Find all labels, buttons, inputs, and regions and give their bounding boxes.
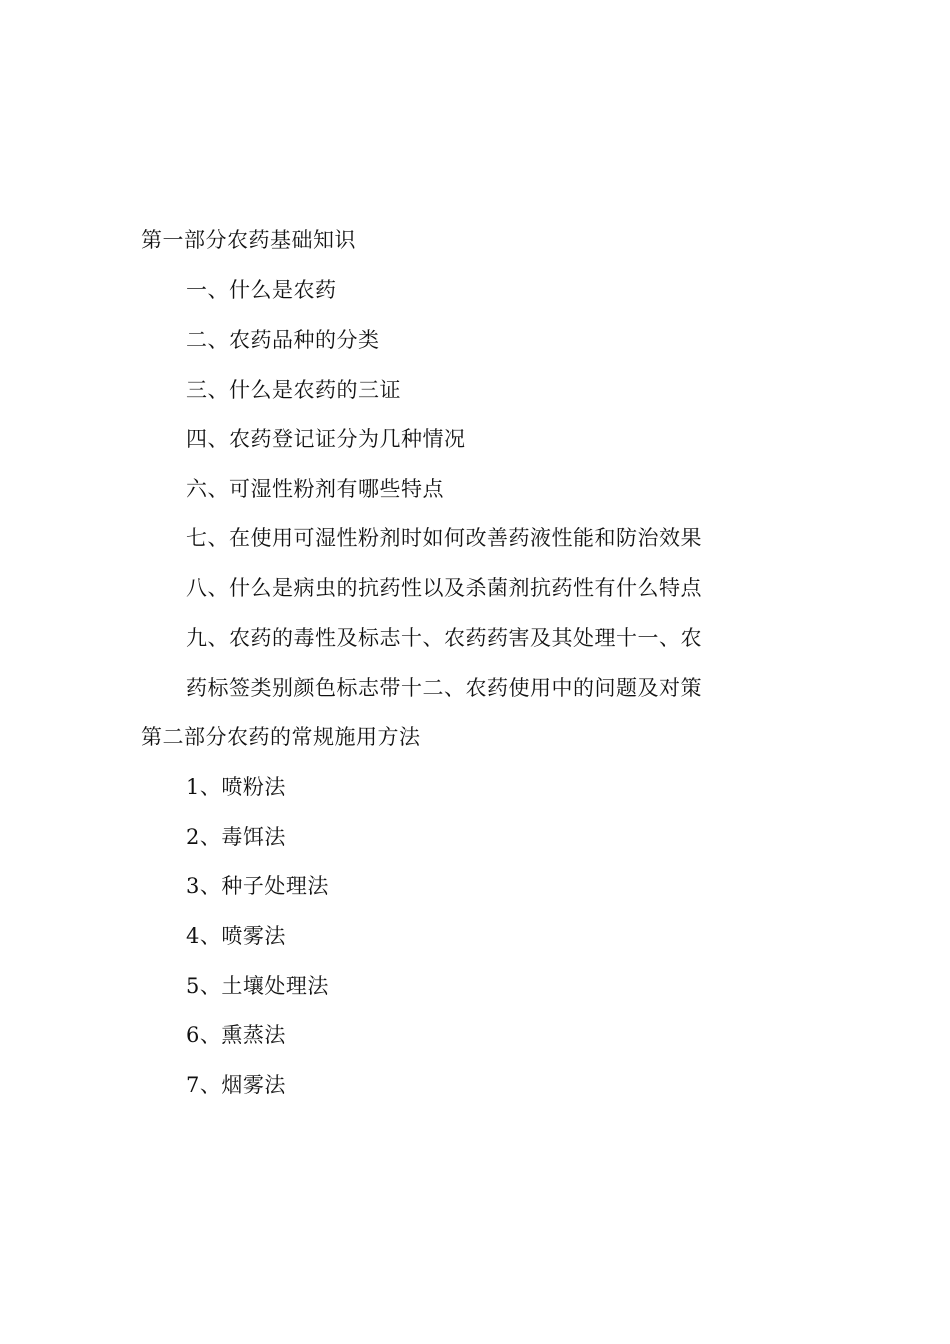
part2-item: 4、喷雾法	[186, 924, 286, 948]
part1-item: 三、什么是农药的三证	[186, 378, 401, 402]
part2-item: 1、喷粉法	[186, 775, 286, 799]
part2-heading: 第二部分农药的常规施用方法	[141, 725, 421, 749]
part1-item: 九、农药的毒性及标志十、农药药害及其处理十一、农	[186, 626, 702, 650]
part1-item: 八、什么是病虫的抗药性以及杀菌剂抗药性有什么特点	[186, 576, 702, 600]
part1-item: 四、农药登记证分为几种情况	[186, 427, 466, 451]
part2-item: 3、种子处理法	[186, 874, 329, 898]
part1-item: 六、可湿性粉剂有哪些特点	[186, 477, 444, 501]
part1-item: 一、什么是农药	[186, 278, 337, 302]
part1-item: 二、农药品种的分类	[186, 328, 380, 352]
part1-item: 药标签类别颜色标志带十二、农药使用中的问题及对策	[186, 676, 702, 700]
part1-item: 七、在使用可湿性粉剂时如何改善药液性能和防治效果	[186, 526, 702, 550]
part2-item: 7、烟雾法	[186, 1073, 286, 1097]
part1-heading: 第一部分农药基础知识	[141, 228, 356, 252]
part2-item: 6、熏蒸法	[186, 1023, 286, 1047]
part2-item: 2、毒饵法	[186, 825, 286, 849]
part2-item: 5、土壤处理法	[186, 974, 329, 998]
